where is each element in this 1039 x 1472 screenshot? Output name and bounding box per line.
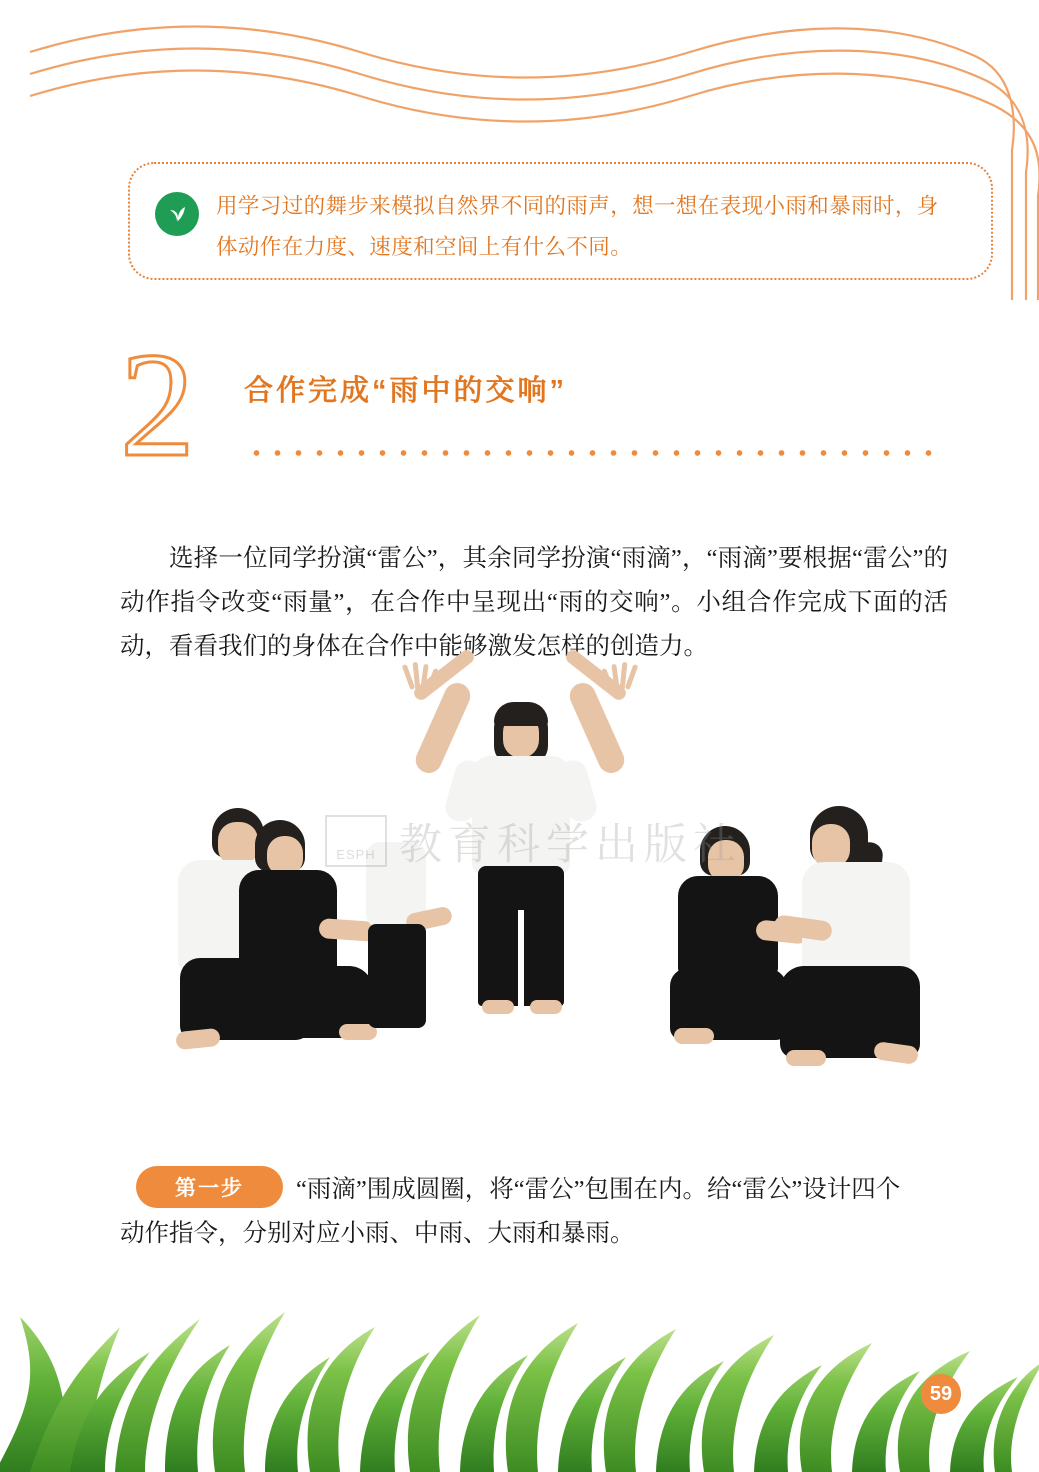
dotted-divider (246, 448, 946, 458)
page-number: 59 (921, 1374, 961, 1414)
watermark-text: 教育科学出版社 (399, 821, 742, 869)
section-title: 合作完成“雨中的交响” (244, 375, 568, 407)
photo-person-right-front (750, 806, 950, 1096)
watermark-badge: ESPH (325, 815, 387, 867)
section-number: 2 (120, 322, 195, 488)
sprout-icon (155, 192, 199, 236)
tip-callout-box (128, 162, 993, 280)
lesson-photo (120, 660, 950, 1140)
step-text-line2: 动作指令，分别对应小雨、中雨、大雨和暴雨。 (120, 1220, 635, 1247)
grass-footer-decoration (0, 1257, 1039, 1472)
tip-text: 用学习过的舞步来模拟自然界不同的雨声，想一想在表现小雨和暴雨时，身体动作在力度、速度和空间上有什么不同。 (216, 194, 939, 259)
step-badge: 第一步 (136, 1166, 283, 1208)
body-paragraph: 选择一位同学扮演“雷公”，其余同学扮演“雨滴”，“雨滴”要根据“雷公”的动作指令改变“雨量”，在合作中呈现出“雨的交响”。小组合作完成下面的活动，看看我们的身体在合作中能够激发怎样的创造力。 (120, 544, 948, 660)
photo-person-center-left (348, 842, 458, 1042)
step-text-line1: “雨滴”围成圆圈，将“雷公”包围在内。给“雷公”设计四个 (296, 1176, 901, 1203)
